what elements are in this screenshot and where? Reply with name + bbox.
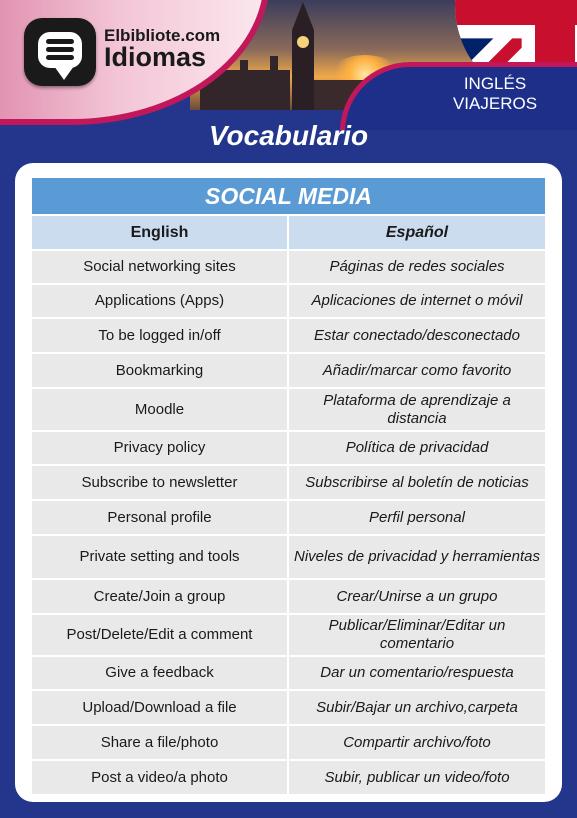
- header-english: English: [32, 216, 287, 249]
- cell-spanish: Dar un comentario/respuesta: [289, 657, 545, 689]
- cell-spanish: Subscribirse al boletín de noticias: [289, 466, 545, 499]
- cell-spanish: Subir, publicar un video/foto: [289, 761, 545, 794]
- table-row: [32, 580, 545, 613]
- cell-english: Upload/Download a file: [32, 691, 287, 724]
- table-row: [32, 726, 545, 759]
- cell-spanish: Política de privacidad: [289, 432, 545, 464]
- table-row: [32, 501, 545, 534]
- table-row: [32, 389, 545, 430]
- table-row: [32, 285, 545, 317]
- cell-english: Personal profile: [32, 501, 287, 534]
- cell-spanish: Páginas de redes sociales: [289, 251, 545, 283]
- cell-spanish: Niveles de privacidad y herramientas: [289, 536, 545, 578]
- cell-spanish: Compartir archivo/foto: [289, 726, 545, 759]
- table-row: [32, 615, 545, 655]
- vocabulary-table: [32, 178, 545, 794]
- page-title: Vocabulario: [208, 120, 369, 151]
- table-row: [32, 432, 545, 464]
- table-row: [32, 466, 545, 499]
- vocabulary-card: [15, 163, 562, 802]
- cell-spanish: Publicar/Eliminar/Editar un comentario: [289, 615, 545, 655]
- cell-english: Social networking sites: [32, 251, 287, 283]
- cell-english: Share a file/photo: [32, 726, 287, 759]
- cell-spanish: Añadir/marcar como favorito: [289, 354, 545, 387]
- cell-english: Bookmarking: [32, 354, 287, 387]
- cell-english: Create/Join a group: [32, 580, 287, 613]
- cell-english: Post/Delete/Edit a comment: [32, 615, 287, 655]
- cell-english: To be logged in/off: [32, 319, 287, 352]
- cell-spanish: Aplicaciones de internet o móvil: [289, 285, 545, 317]
- brand-name: Idiomas: [104, 42, 207, 72]
- table-title: SOCIAL MEDIA: [32, 178, 545, 214]
- cell-spanish: Plataforma de aprendizaje a distancia: [289, 389, 545, 430]
- cell-english: Post a video/a photo: [32, 761, 287, 794]
- cell-english: Privacy policy: [32, 432, 287, 464]
- table-row: [32, 691, 545, 724]
- tag-line-2: VIAJEROS: [452, 94, 538, 113]
- cell-english: Private setting and tools: [32, 536, 287, 578]
- table-row: [32, 319, 545, 352]
- brand-site: Elbibliote.com: [104, 26, 221, 45]
- header: [0, 0, 577, 130]
- cell-english: Moodle: [32, 389, 287, 430]
- cell-english: Give a feedback: [32, 657, 287, 689]
- table-row: [32, 354, 545, 387]
- cell-spanish: Perfil personal: [289, 501, 545, 534]
- table-row: [32, 536, 545, 578]
- cell-spanish: Estar conectado/desconectado: [289, 319, 545, 352]
- header-spanish: Español: [289, 216, 545, 249]
- cell-spanish: Crear/Unirse a un grupo: [289, 580, 545, 613]
- table-header-row: [32, 216, 545, 249]
- category-tag-text: [440, 74, 550, 114]
- cell-english: Subscribe to newsletter: [32, 466, 287, 499]
- cell-spanish: Subir/Bajar un archivo,carpeta: [289, 691, 545, 724]
- tag-line-1: INGLÉS: [463, 74, 527, 93]
- table-row: [32, 251, 545, 283]
- table-row: [32, 761, 545, 794]
- cell-english: Applications (Apps): [32, 285, 287, 317]
- speech-bubble-book-icon: [24, 18, 96, 86]
- table-row: [32, 657, 545, 689]
